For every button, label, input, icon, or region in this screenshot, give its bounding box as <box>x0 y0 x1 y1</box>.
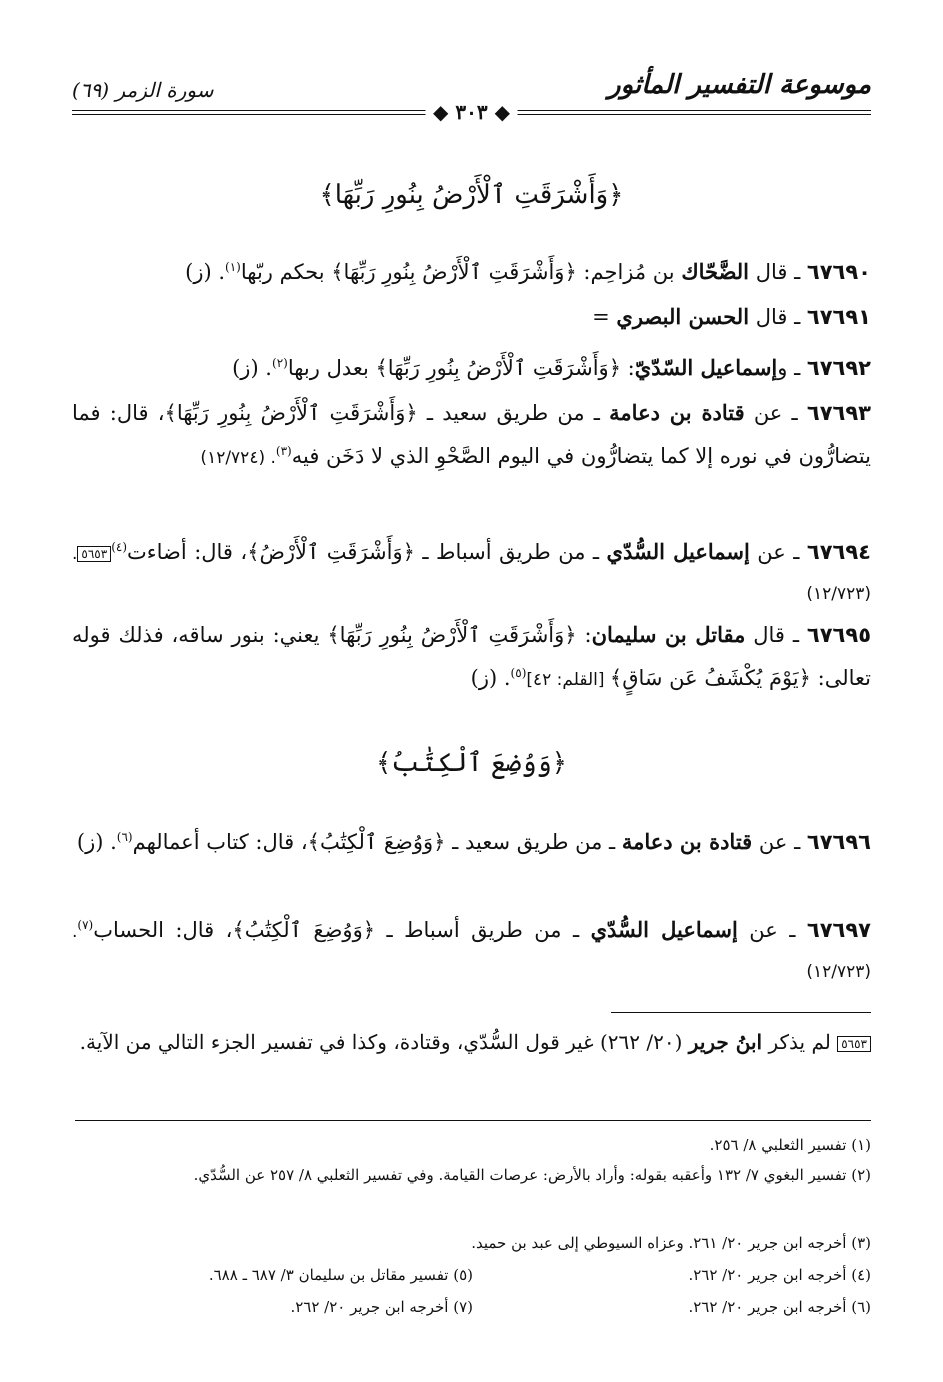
note-text: (٢٠/ ٢٦٢) غير قول السُّدّي، وقتادة، وكذا في تفسير الجزء التالي من الآية. <box>79 1030 689 1054</box>
footnote-3: (٣) أخرجه ابن جرير ٢٠/ ٢٦١. وعزاه السيوطي إلى عبد بن حميد. <box>471 1234 871 1252</box>
book-title: موسوعة التفسير المأثور <box>608 70 871 100</box>
entry-number: ٦٧٦٩٥ <box>806 623 872 647</box>
entry-text: : <box>621 356 635 380</box>
entry-number: ٦٧٦٩٣ <box>806 401 871 425</box>
entry-text: بعدل ربها <box>287 356 376 380</box>
entry-text: ـ قال <box>745 623 807 647</box>
narrator-name: قتادة بن دعامة <box>609 400 745 425</box>
section-heading-2: ﴿وَوُضِعَ ٱلْكِتَٰبُ﴾ <box>375 748 568 778</box>
entry-tail: . (١٢/٧٢٣) <box>72 544 871 604</box>
footnote-ref: (٣) <box>275 444 292 458</box>
quran-verse: ﴿يَوْمَ يُكْشَفُ عَن سَاقٍ﴾ <box>609 666 811 690</box>
note-separator <box>611 1012 871 1013</box>
verse-reference: [القلم: ٤٢] <box>526 670 610 690</box>
footnote-2: (٢) تفسير البغوي ٧/ ١٣٢ وأعقبه بقوله: وأراد بالأرض: عرصات القيامة. وفي تفسير الثعلبي ٨/ ٢٥٧ عن السُّدّي. <box>193 1166 871 1184</box>
entry-text: : <box>576 623 592 647</box>
footnote-5: (٥) تفسير مقاتل بن سليمان ٣/ ٦٨٧ ـ ٦٨٨. <box>208 1266 473 1284</box>
entry-67690 <box>72 248 871 291</box>
entry-67692 <box>72 344 871 387</box>
editor-note <box>72 1024 871 1060</box>
entry-67695 <box>72 616 871 699</box>
entry-67691 <box>72 298 871 336</box>
entry-text: ـ عن <box>744 401 807 425</box>
entry-number: ٦٧٦٩٧ <box>806 918 871 942</box>
entry-tail: . (ز) <box>232 356 272 380</box>
note-text: لم يذكر <box>762 1030 838 1054</box>
footnote-ref: (١) <box>225 260 241 274</box>
entry-text: ـ من طريق سعيد ـ <box>445 830 622 854</box>
section-heading-1: ﴿وَأَشْرَقَتِ ٱلْأَرْضُ بِنُورِ رَبِّهَا﴾ <box>319 180 624 210</box>
footnote-1: (١) تفسير الثعلبي ٨/ ٢٥٦. <box>709 1136 871 1154</box>
narrator-name: الحسن البصري <box>616 304 750 329</box>
entry-text: ـ عن <box>737 918 807 942</box>
cross-ref-box: ٥٦٥٣ <box>77 546 111 562</box>
entry-text: بحكم ربّها <box>240 260 332 284</box>
surah-title: سورة الزمر (٦٩) <box>72 78 214 102</box>
narrator-name: إسماعيل السُّدّي <box>606 539 750 564</box>
quran-verse: ﴿وَوُضِعَ ٱلْكِتَٰبُ﴾ <box>307 830 446 854</box>
footnote-7: (٧) أخرجه ابن جرير ٢٠/ ٢٦٢. <box>290 1298 473 1316</box>
entry-text: ـ قال <box>749 305 807 329</box>
quran-verse: ﴿وَأَشْرَقَتِ ٱلْأَرْضُ بِنُورِ رَبِّهَا﴾ <box>164 401 418 425</box>
entry-text: ـ قال <box>749 260 807 284</box>
narrator-name: مقاتل بن سليمان <box>591 622 746 647</box>
entry-67696 <box>72 818 871 861</box>
footnote-separator <box>75 1120 871 1121</box>
footnote-6: (٦) أخرجه ابن جرير ٢٠/ ٢٦٢. <box>688 1298 871 1316</box>
quran-verse: ﴿وَأَشْرَقَتِ ٱلْأَرْضُ بِنُورِ رَبِّهَا﴾ <box>327 623 577 647</box>
entry-number: ٦٧٦٩٦ <box>806 830 871 854</box>
entry-number: ٦٧٦٩١ <box>806 305 871 329</box>
narrator-name: إسماعيل السّدّيّ <box>634 355 778 380</box>
entry-number: ٦٧٦٩٢ <box>806 356 871 380</box>
entry-text: ـ من طريق سعيد ـ <box>417 401 610 425</box>
entry-text: ـ عن <box>749 540 807 564</box>
entry-text: ، قال: كتاب أعمالهم <box>132 830 308 854</box>
footnote-ref: (٦) <box>116 830 133 844</box>
page-header <box>72 70 871 124</box>
entry-text: = <box>592 305 617 329</box>
entry-text: ـ و <box>777 356 807 380</box>
quran-verse: ﴿وَأَشْرَقَتِ ٱلْأَرْضُ بِنُورِ رَبِّهَا﴾ <box>331 260 577 284</box>
entry-tail: . (١٢/٧٢٣) <box>72 922 871 982</box>
entry-text: ، قال: أضاءت <box>127 540 248 564</box>
footnote-ref: (٥) <box>510 666 527 680</box>
entry-text: ـ عن <box>752 830 807 854</box>
entry-text: ، قال: الحساب <box>93 918 233 942</box>
narrator-name: إسماعيل السُّدّي <box>590 917 738 942</box>
quran-verse: ﴿وَأَشْرَقَتِ ٱلْأَرْضُ﴾ <box>247 540 415 564</box>
narrator-name: قتادة بن دعامة <box>621 829 753 854</box>
entry-tail: . (ز) <box>185 260 226 284</box>
entry-text: ، قال: فما يتضارُّون في نوره إلا كما يتضارُّون في اليوم الصَّحْوِ الذي لا دَخَن فيه <box>72 401 871 468</box>
entry-number: ٦٧٦٩٠ <box>806 260 871 284</box>
entry-text: ـ من طريق أسباط ـ <box>375 918 591 942</box>
quran-verse: ﴿وَوُضِعَ ٱلْكِتَٰبُ﴾ <box>232 918 376 942</box>
entry-67694 <box>72 528 871 613</box>
entry-67697 <box>72 906 871 991</box>
note-number-box: ٥٦٥٣ <box>837 1036 871 1052</box>
entry-text: ـ من طريق أسباط ـ <box>414 540 607 564</box>
footnote-4: (٤) أخرجه ابن جرير ٢٠/ ٢٦٢. <box>688 1266 871 1284</box>
footnote-ref: (٢) <box>272 356 288 370</box>
entry-text: يعني: بنور ساقه، فذلك قوله تعالى: <box>72 623 871 690</box>
page-number: ◆ ٣٠٣ ◆ <box>425 100 518 124</box>
entry-text: بن مُزاحِم: <box>576 260 682 284</box>
footnote-ref: (٧) <box>77 918 94 932</box>
note-name: ابنُ جرير <box>688 1030 763 1054</box>
footnote-ref: (٤) <box>111 540 128 554</box>
entry-tail: . (ز) <box>470 666 511 690</box>
entry-67693 <box>72 394 871 477</box>
entry-tail: . (ز) <box>76 830 117 854</box>
entry-tail: . (١٢/٧٢٤) <box>200 448 276 468</box>
quran-verse: ﴿وَأَشْرَقَتِ ٱلْأَرْضُ بِنُورِ رَبِّهَا﴾ <box>375 356 621 380</box>
narrator-name: الضَّحّاك <box>681 259 750 284</box>
entry-number: ٦٧٦٩٤ <box>806 540 871 564</box>
